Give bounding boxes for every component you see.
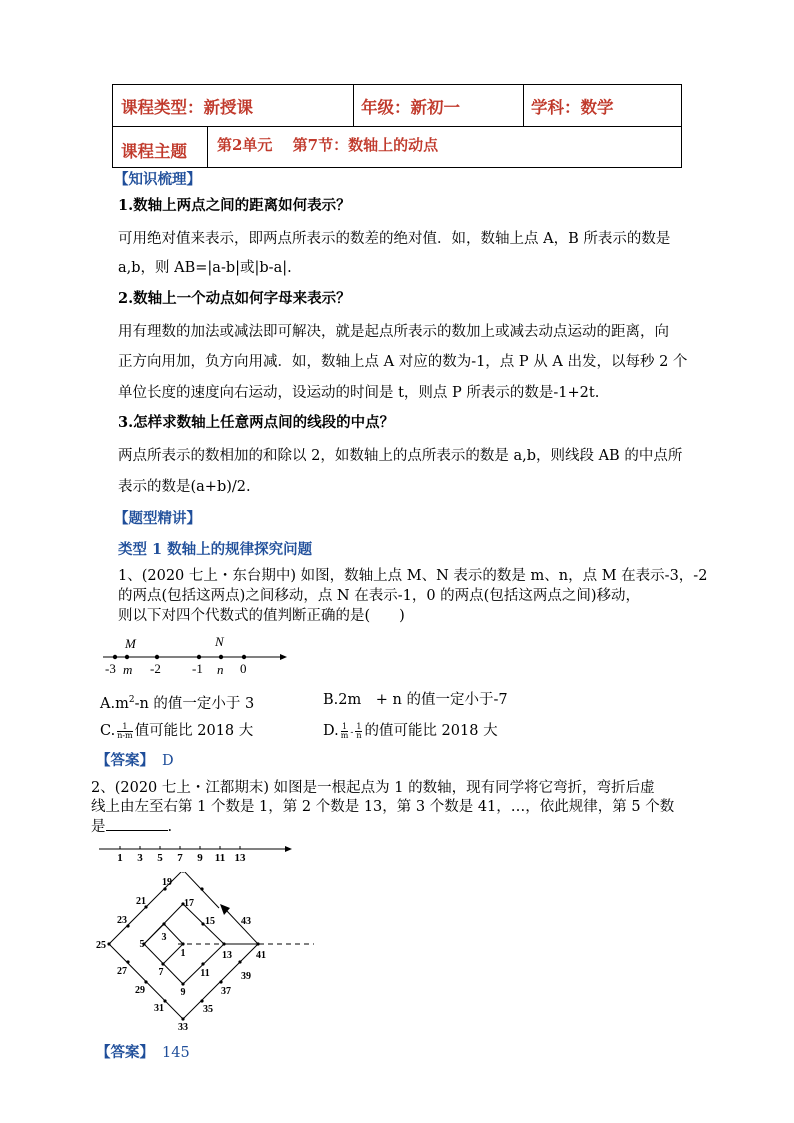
q2-line1: 用有理数的加法或减法即可解决，就是起点所表示的数加上或减去动点运动的距离，向 [118, 324, 669, 340]
svg-text:13: 13 [234, 852, 246, 864]
svg-text:11: 11 [214, 852, 226, 864]
svg-text:3: 3 [137, 852, 143, 864]
svg-text:27: 27 [117, 966, 127, 977]
knowledge-tag: 【知识梳理】 [114, 171, 201, 188]
option-c: C. $\frac{1}{n-m}$ 值可能比 2018 大 [100, 721, 254, 740]
number-line-folded-source [95, 842, 295, 866]
option-b: B.2m + n 的值一定小于-7 [323, 692, 508, 708]
tick-label: -3 [105, 661, 116, 676]
answer-1: 【答案】 D [96, 752, 174, 769]
p2-line1: 2、(2020 七上・江都期末) 如图是一根起点为 1 的数轴，现有同学将它弯折，弯折后虚 [91, 780, 655, 796]
svg-text:7: 7 [158, 967, 164, 978]
option-a: $A.m^2-n$ 的值一定小于 3 [100, 695, 255, 712]
answer-2: 【答案】 145 [96, 1044, 190, 1061]
svg-text:5: 5 [157, 852, 163, 864]
practice-tag: 【题型精讲】 [114, 510, 201, 527]
topic-label-cell: 课程主题 [121, 142, 187, 161]
course-type-cell: 课程类型：新授课 [121, 98, 253, 117]
svg-text:7: 7 [177, 852, 183, 864]
folded-number-line-diagram [92, 872, 316, 1032]
svg-text:19: 19 [162, 877, 172, 888]
svg-text:1: 1 [180, 948, 186, 959]
table-col-divider [523, 85, 524, 126]
tick-label: m [123, 662, 133, 677]
svg-text:41: 41 [256, 950, 266, 961]
svg-text:11: 11 [200, 968, 210, 979]
q3-title: 3.怎样求数轴上任意两点间的线段的中点？ [118, 414, 395, 431]
svg-text:15: 15 [205, 916, 215, 927]
svg-text:21: 21 [136, 896, 146, 907]
table-col-divider [353, 85, 354, 126]
tick-label: -2 [150, 661, 161, 676]
svg-text:43: 43 [241, 916, 251, 927]
q2-line2: 正方向用加，负方向用减．如，数轴上点 A 对应的数为-1，点 P 从 A 出发，以每秒 2 个 [118, 354, 688, 370]
option-d: D. $\frac{1}{m}$ - $\frac{1}{n}$ 的值可能比 2018 大 [323, 721, 498, 740]
svg-text:3: 3 [161, 932, 167, 943]
answer-blank [106, 816, 168, 831]
header-table [112, 84, 682, 168]
tick-label: -1 [192, 661, 203, 676]
table-row-divider [113, 126, 681, 127]
svg-text:1: 1 [117, 852, 123, 864]
p1-line3: 则以下对四个代数式的值判断正确的是( ) [118, 608, 405, 624]
p1-line2: 的两点(包括这两点)之间移动，点 N 在表示-1，0 的两点(包括这两点之间)移动， [118, 588, 640, 604]
p2-line3: 是 . [91, 816, 172, 837]
svg-text:29: 29 [135, 985, 145, 996]
svg-text:5: 5 [139, 939, 145, 950]
p2-line2: 线上由左至右第 1 个数是 1，第 2 个数是 13，第 3 个数是 41，…，依此规律，第 5 个数 [91, 799, 675, 815]
grade-cell: 年级：新初一 [361, 98, 460, 117]
q1-line1: 可用绝对值来表示，即两点所表示的数差的绝对值．如，数轴上点 A，B 所表示的数是 [118, 231, 671, 247]
svg-text:31: 31 [154, 1003, 164, 1014]
q2-title: 2.数轴上一个动点如何字母来表示？ [118, 290, 351, 307]
subject-cell: 学科：数学 [531, 98, 614, 117]
svg-text:13: 13 [222, 950, 232, 961]
svg-text:17: 17 [184, 898, 194, 909]
q1-title: 1.数轴上两点之间的距离如何表示？ [118, 197, 351, 214]
topic-value-cell: 第2单元 第7节：数轴上的动点 [217, 136, 439, 154]
svg-text:37: 37 [221, 986, 231, 997]
p1-line1: 1、(2020 七上・东台期中) 如图，数轴上点 M、N 表示的数是 m、n，点 M 在表示-3，-2 [118, 568, 708, 584]
svg-text:33: 33 [178, 1022, 188, 1032]
svg-text:25: 25 [96, 940, 106, 951]
svg-text:9: 9 [197, 852, 203, 864]
svg-text:9: 9 [180, 987, 186, 998]
number-line-mn [100, 628, 290, 678]
q1-line2: a,b，则 AB=|a-b|或|b-a|. [118, 260, 292, 276]
label-m-point: M [125, 636, 136, 651]
q3-line2: 表示的数是(a+b)/2. [118, 479, 251, 495]
type1-title: 类型 1 数轴上的规律探究问题 [118, 541, 313, 558]
svg-text:39: 39 [241, 971, 251, 982]
q2-line3: 单位长度的速度向右运动，设运动的时间是 t，则点 P 所表示的数是-1+2t. [118, 385, 600, 401]
table-col-divider [207, 126, 208, 168]
q3-line1: 两点所表示的数相加的和除以 2，如数轴上的点所表示的数是 a,b，则线段 AB 的中点所 [118, 448, 683, 464]
svg-text:23: 23 [117, 915, 127, 926]
svg-text:35: 35 [203, 1004, 213, 1015]
tick-label: 0 [240, 661, 247, 676]
label-n-point: N [215, 634, 224, 649]
tick-label: n [217, 662, 224, 677]
